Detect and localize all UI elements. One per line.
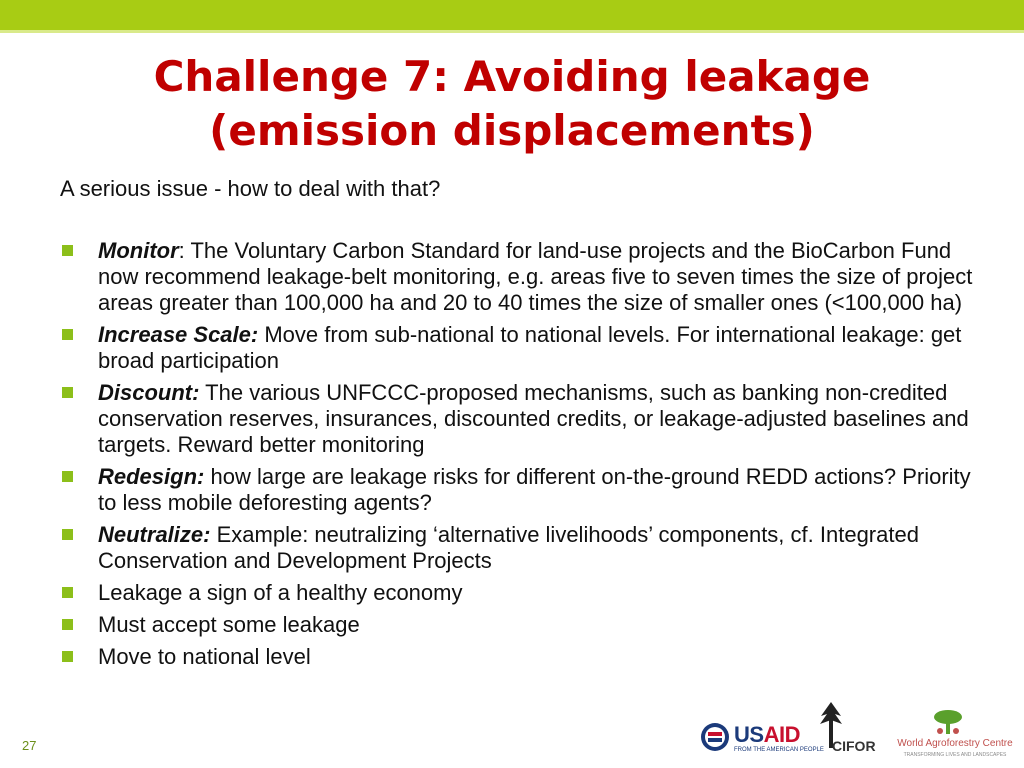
square-bullet-icon — [62, 245, 73, 256]
title-line-2: (emission displacements) — [209, 106, 815, 155]
page-number: 27 — [22, 738, 37, 753]
square-bullet-icon — [62, 619, 73, 630]
bullet-text: how large are leakage risks for different on-the-ground REDD actions? Priority to less mobile deforesting agents? — [98, 464, 971, 515]
logo-strip — [700, 700, 1020, 764]
bullet-lead: Discount: — [98, 380, 200, 405]
bullet-lead: Increase Scale: — [98, 322, 259, 347]
world-agroforestry-tagline: TRANSFORMING LIVES AND LANDSCAPES — [903, 752, 1007, 758]
bullet-text: The various UNFCCC-proposed mechanisms, such as banking non-credited conservation reserves, insurances, discounted credits, or leakage-adjusted baselines and targets. Reward better monitoring — [98, 380, 969, 457]
title-line-1: Challenge 7: Avoiding leakage — [153, 52, 871, 101]
usaid-us-text: US — [734, 722, 764, 747]
bullet-text: Leakage a sign of a healthy economy — [98, 580, 463, 605]
top-accent-bar — [0, 0, 1024, 33]
bullet-lead: Monitor — [98, 238, 179, 263]
slide-title — [0, 50, 1024, 158]
world-agroforestry-logo: World Agroforestry Centre — [897, 738, 1013, 749]
bullet-text: Move to national level — [98, 644, 311, 669]
bullet-item — [60, 580, 980, 606]
bullet-text: : The Voluntary Carbon Standard for land-use projects and the BioCarbon Fund now recommend leakage-belt monitoring, e.g. areas five to seven times the size of project areas greater than 100,000 ha and 20 to 40 times the size of smaller ones (<100,000 ha) — [98, 238, 973, 315]
square-bullet-icon — [62, 387, 73, 398]
usaid-logo — [734, 722, 800, 748]
bullet-item — [60, 464, 980, 516]
square-bullet-icon — [62, 651, 73, 662]
bullet-list — [60, 238, 980, 676]
bullet-text: Move from sub-national to national levels. For international leakage: get broad participation — [98, 322, 962, 373]
bullet-lead: Neutralize: — [98, 522, 211, 547]
bullet-item — [60, 322, 980, 374]
square-bullet-icon — [62, 529, 73, 540]
square-bullet-icon — [62, 587, 73, 598]
bullet-text: Example: neutralizing ‘alternative livelihoods’ components, cf. Integrated Conservation and Development Projects — [98, 522, 919, 573]
bullet-lead: Redesign: — [98, 464, 205, 489]
usaid-aid-text: AID — [763, 722, 800, 747]
usaid-tagline: FROM THE AMERICAN PEOPLE — [734, 747, 824, 753]
square-bullet-icon — [62, 329, 73, 340]
square-bullet-icon — [62, 471, 73, 482]
agroforestry-tree-icon — [930, 708, 966, 738]
bullet-item — [60, 644, 980, 670]
bullet-item — [60, 380, 980, 458]
intro-text: A serious issue - how to deal with that? — [60, 176, 441, 201]
cifor-logo: CIFOR — [832, 738, 876, 754]
bullet-item — [60, 522, 980, 574]
bullet-item — [60, 238, 980, 316]
bullet-text: Must accept some leakage — [98, 612, 360, 637]
bullet-item — [60, 612, 980, 638]
usaid-seal-icon — [700, 722, 730, 752]
